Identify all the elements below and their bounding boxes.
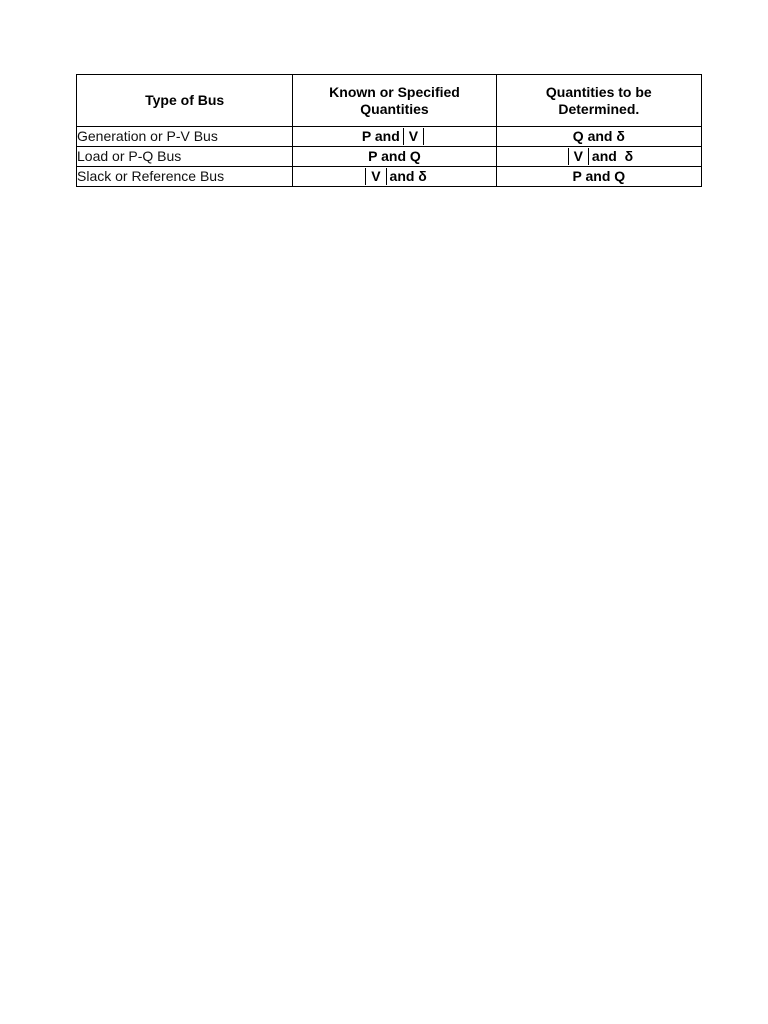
determined-quantities-cell [496, 147, 701, 167]
known-quantities-cell [293, 167, 496, 187]
voltage-magnitude: V [365, 168, 386, 185]
bus-types-table [76, 74, 702, 187]
determined-suffix: and δ [591, 148, 634, 164]
header-determined-quantities [496, 75, 701, 127]
determined-quantities-cell: P and Q [496, 167, 701, 187]
voltage-magnitude: V [403, 128, 424, 145]
known-suffix: and δ [389, 168, 427, 184]
bus-type-cell: Slack or Reference Bus [77, 167, 293, 187]
voltage-magnitude: V [568, 148, 589, 165]
bus-type-cell: Generation or P-V Bus [77, 127, 293, 147]
known-prefix: P and [361, 128, 400, 144]
header-line: Quantities [360, 100, 429, 117]
known-quantities-cell [293, 127, 496, 147]
determined-quantities-cell: Q and δ [496, 127, 701, 147]
header-line: Quantities to be [545, 83, 652, 100]
header-type-of-bus [77, 75, 293, 127]
table-header-row [77, 75, 702, 127]
table-row [77, 147, 702, 167]
table-row [77, 127, 702, 147]
header-line: Determined. [558, 100, 640, 117]
document-page [76, 74, 702, 187]
header-known-quantities [293, 75, 496, 127]
known-quantities-cell: P and Q [293, 147, 496, 167]
table-row [77, 167, 702, 187]
header-line: Type of Bus [145, 92, 225, 108]
bus-type-cell: Load or P-Q Bus [77, 147, 293, 167]
header-line: Known or Specified [329, 83, 460, 100]
